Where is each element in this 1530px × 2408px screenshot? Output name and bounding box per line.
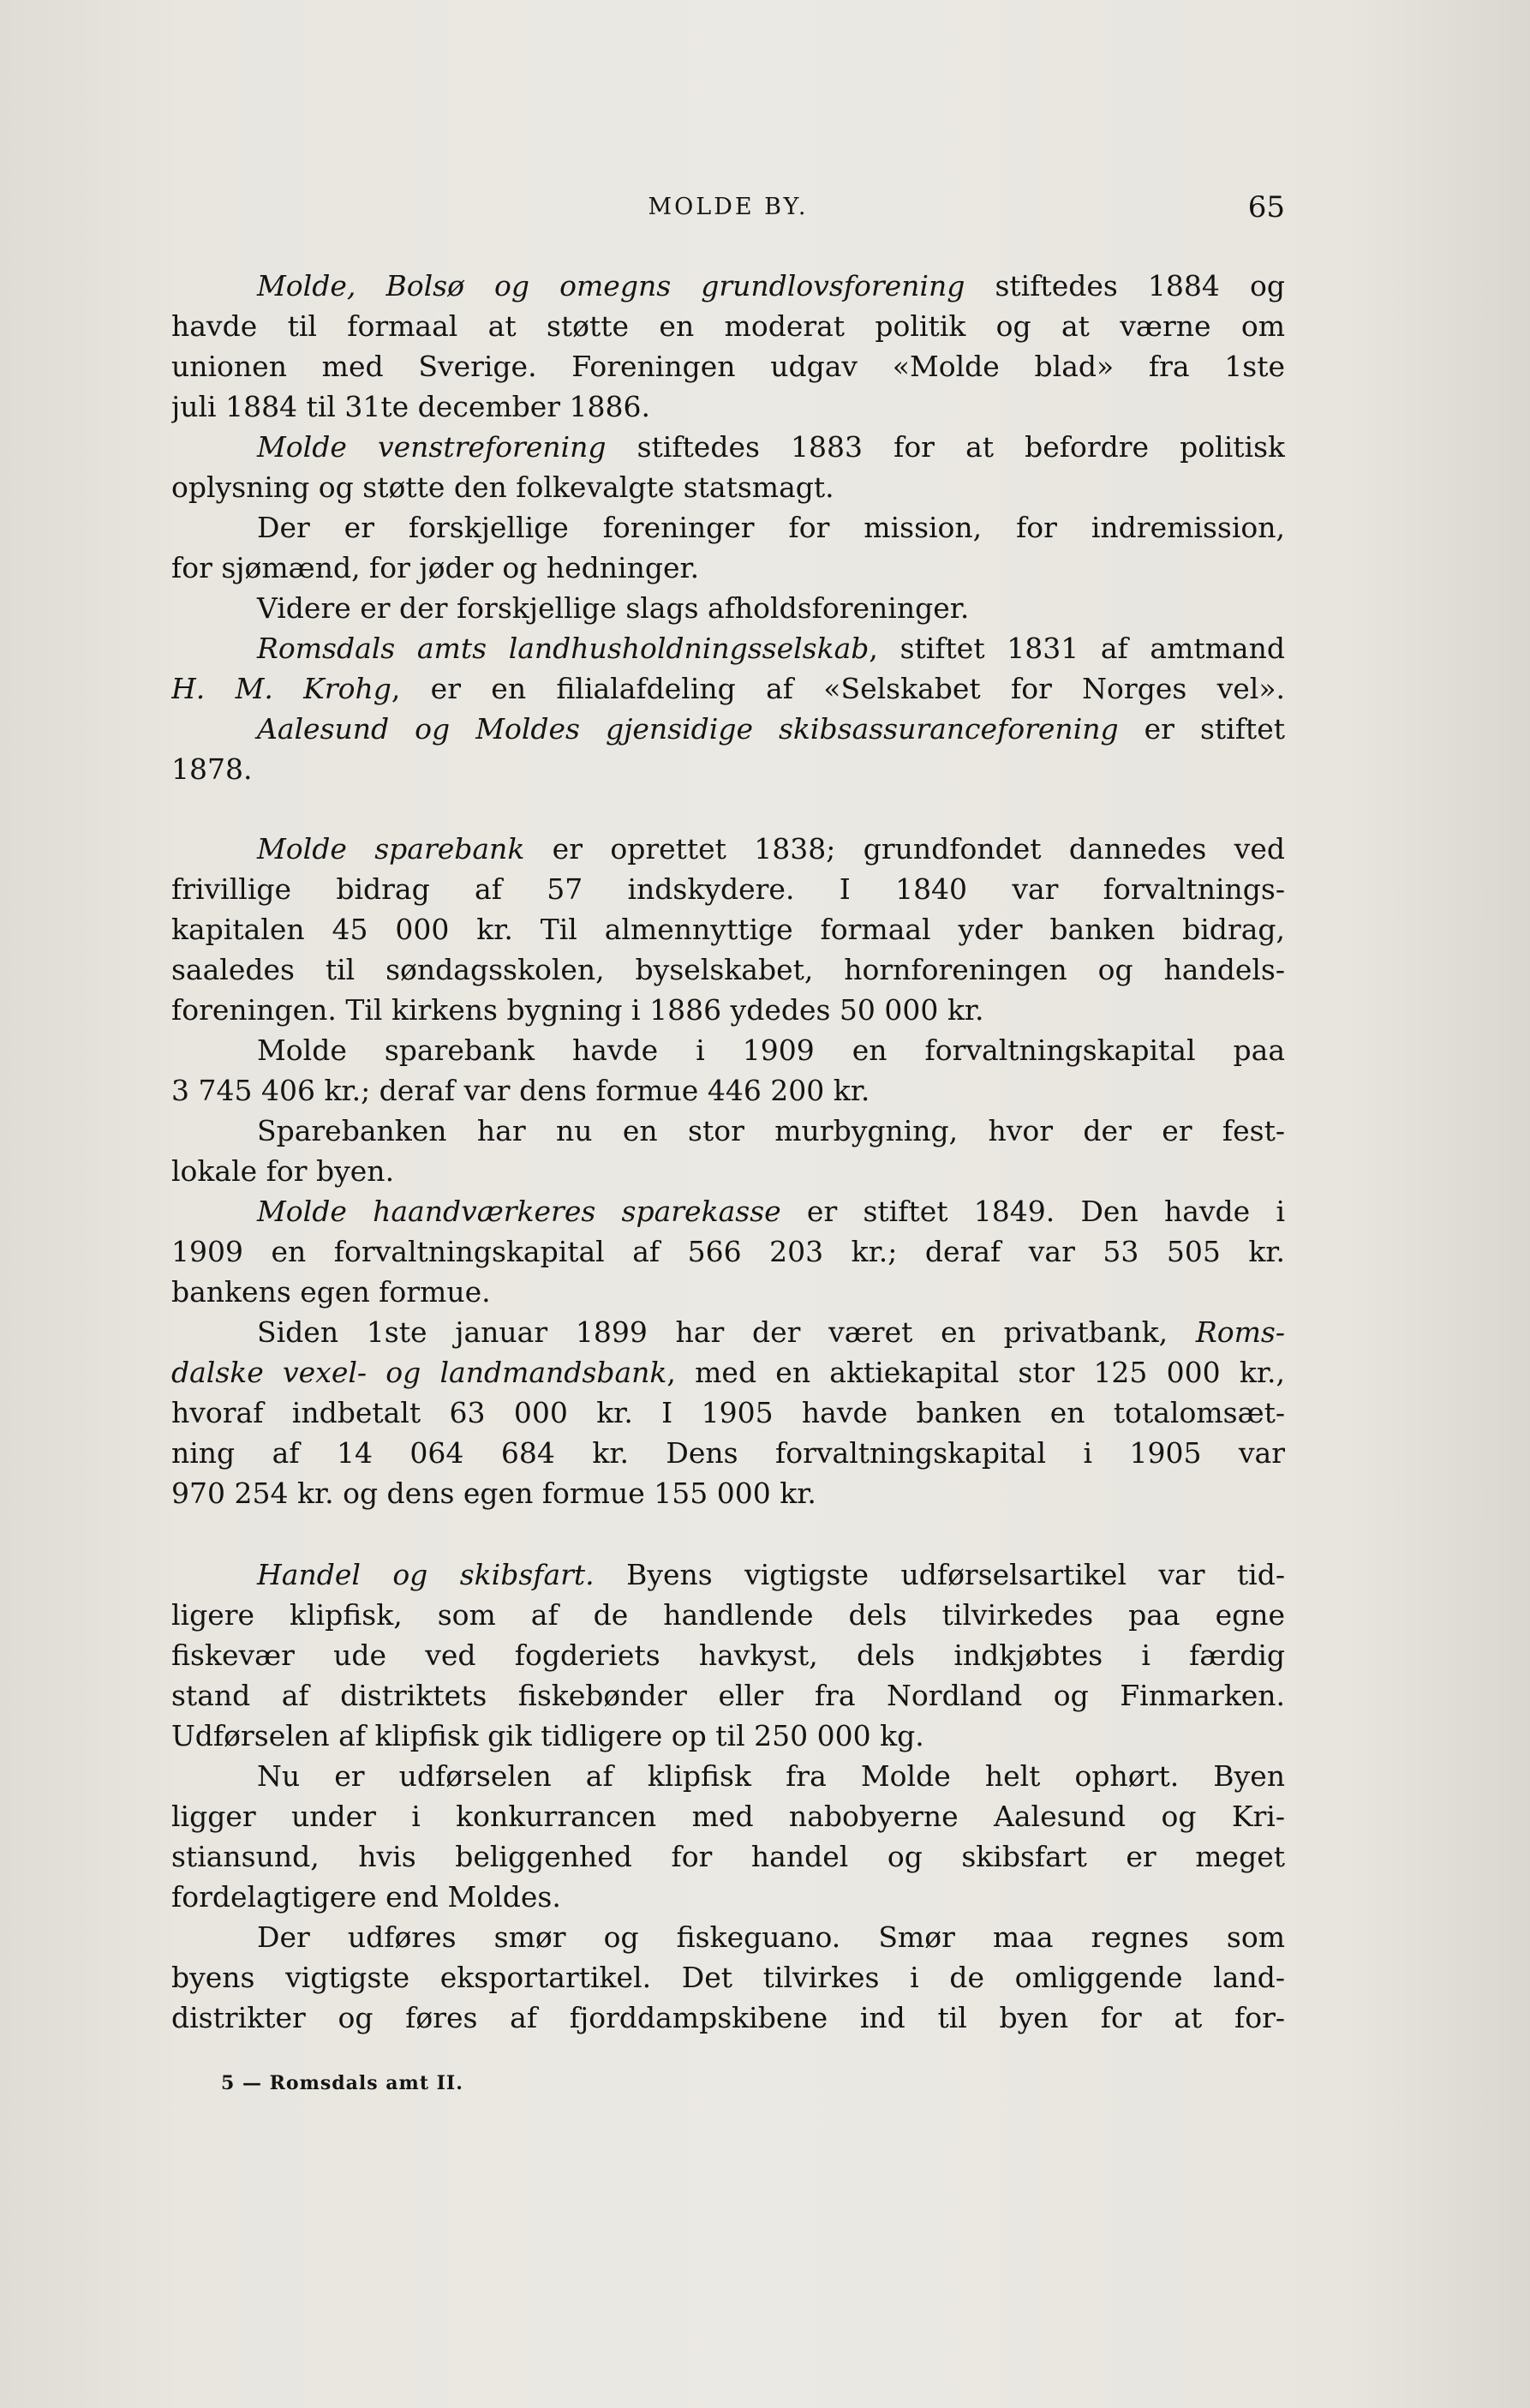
italic-term: dalske vexel- og landmandsbank: [171, 1356, 667, 1389]
printer-signature: 5 — Romsdals amt II.: [221, 2072, 463, 2094]
line-text: , stiftet 1831 af amtmand: [869, 632, 1285, 665]
section-gap: [171, 789, 1285, 829]
line-text: Siden 1ste januar 1899 har der været en privatbank,: [257, 1315, 1196, 1349]
text-line: saaledes til søndagsskolen, byselskabet, hornforeningen og handels-: [171, 953, 1285, 986]
italic-term: Molde haandværkeres sparekasse: [257, 1195, 781, 1228]
text-line: Udførselen af klipfisk gik tidligere op til 250 000 kg.: [171, 1719, 924, 1752]
text-line: kapitalen 45 000 kr. Til almennyttige formaal yder banken bidrag,: [171, 913, 1285, 946]
text-line: 1909 en forvaltningskapital af 566 203 kr.; deraf var 53 505 kr.: [171, 1235, 1285, 1268]
text-line: [171, 1352, 1285, 1393]
text-line: lokale for byen.: [171, 1154, 395, 1188]
italic-term: H. M. Krohg: [171, 672, 391, 705]
text-line: ligere klipfisk, som af de handlende dels tilvirkedes paa egne: [171, 1598, 1285, 1632]
text-line: havde til formaal at støtte en moderat politik og at værne om: [171, 309, 1285, 343]
text-line: juli 1884 til 31te december 1886.: [171, 390, 651, 423]
text-line: frivillige bidrag af 57 indskydere. I 1840 var forvaltnings-: [171, 872, 1285, 906]
text-line: stand af distriktets fiskebønder eller fra Nordland og Finmarken.: [171, 1679, 1285, 1712]
line-text: er stiftet 1849. Den havde i: [780, 1195, 1285, 1228]
text-line: [171, 1554, 1285, 1595]
text-line: unionen med Sverige. Foreningen udgav «Molde blad» fra 1ste: [171, 350, 1285, 383]
text-line: Videre er der forskjellige slags afholdsforeninger.: [257, 591, 970, 625]
line-text: er stiftet: [1118, 712, 1285, 746]
running-title: MOLDE BY.: [648, 194, 809, 220]
text-line: oplysning og støtte den folkevalgte statsmagt.: [171, 470, 834, 504]
italic-term: Aalesund og Moldes gjensidige skibsassuranceforening: [257, 712, 1119, 746]
text-line: foreningen. Til kirkens bygning i 1886 ydedes 50 000 kr.: [171, 993, 984, 1027]
text-line: 1878.: [171, 752, 253, 786]
text-line: Der udføres smør og fiskeguano. Smør maa regnes som: [257, 1920, 1285, 1954]
text-line: Sparebanken har nu en stor murbygning, hvor der er fest-: [257, 1114, 1285, 1147]
text-line: ligger under i konkurrancen med nabobyerne Aalesund og Kri-: [171, 1800, 1285, 1833]
text-line: bankens egen formue.: [171, 1275, 491, 1309]
line-text: , er en filialafdeling af «Selskabet for Norges vel».: [391, 672, 1285, 705]
text-line: [171, 1191, 1285, 1231]
text-line: hvoraf indbetalt 63 000 kr. I 1905 havde banken en totalomsæt-: [171, 1396, 1285, 1429]
text-line: stiansund, hvis beliggenhed for handel og skibsfart er meget: [171, 1840, 1285, 1873]
text-line: fordelagtigere end Moldes.: [171, 1880, 561, 1914]
italic-term: Molde sparebank: [257, 832, 525, 866]
line-text: er oprettet 1838; grundfondet dannedes ved: [524, 832, 1285, 866]
text-line: [171, 829, 1285, 869]
text-line: [171, 1312, 1285, 1352]
italic-term: Molde, Bolsø og omegns grundlovsforening: [257, 269, 965, 302]
line-text: , med en aktiekapital stor 125 000 kr.,: [666, 1356, 1285, 1389]
line-text: Byens vigtigste udførselsartikel var tid-: [594, 1558, 1285, 1591]
text-line: [171, 628, 1285, 668]
italic-term: Handel og skibsfart.: [257, 1558, 595, 1591]
text-line: 3 745 406 kr.; deraf var dens formue 446 200 kr.: [171, 1074, 870, 1107]
body-text: [171, 266, 1285, 2038]
italic-term: Roms-: [1195, 1315, 1285, 1349]
italic-term: Molde venstreforening: [257, 430, 607, 464]
text-line: for sjømænd, for jøder og hedninger.: [171, 551, 700, 584]
italic-term: Romsdals amts landhusholdningsselskab: [257, 632, 870, 665]
text-line: Molde sparebank havde i 1909 en forvaltningskapital paa: [257, 1033, 1285, 1067]
text-line: [171, 427, 1285, 467]
text-line: byens vigtigste eksportartikel. Det tilvirkes i de omliggende land-: [171, 1961, 1285, 1994]
line-text: stiftedes 1883 for at befordre politisk: [606, 430, 1285, 464]
section-gap: [171, 1513, 1285, 1554]
text-line: [171, 668, 1285, 709]
text-line: fiskevær ude ved fogderiets havkyst, dels indkjøbtes i færdig: [171, 1638, 1285, 1672]
text-line: [171, 709, 1285, 749]
text-line: Der er forskjellige foreninger for mission, for indremission,: [257, 511, 1285, 544]
text-line: Nu er udførselen af klipfisk fra Molde helt ophørt. Byen: [257, 1759, 1285, 1793]
text-line: 970 254 kr. og dens egen formue 155 000 kr.: [171, 1477, 816, 1510]
text-line: distrikter og føres af fjorddampskibene ind til byen for at for-: [171, 2001, 1285, 2034]
text-line: ning af 14 064 684 kr. Dens forvaltningskapital i 1905 var: [171, 1436, 1285, 1470]
line-text: stiftedes 1884 og: [965, 269, 1285, 302]
text-line: [171, 266, 1285, 306]
running-head: [171, 190, 1285, 225]
page-number: 65: [1247, 190, 1285, 225]
